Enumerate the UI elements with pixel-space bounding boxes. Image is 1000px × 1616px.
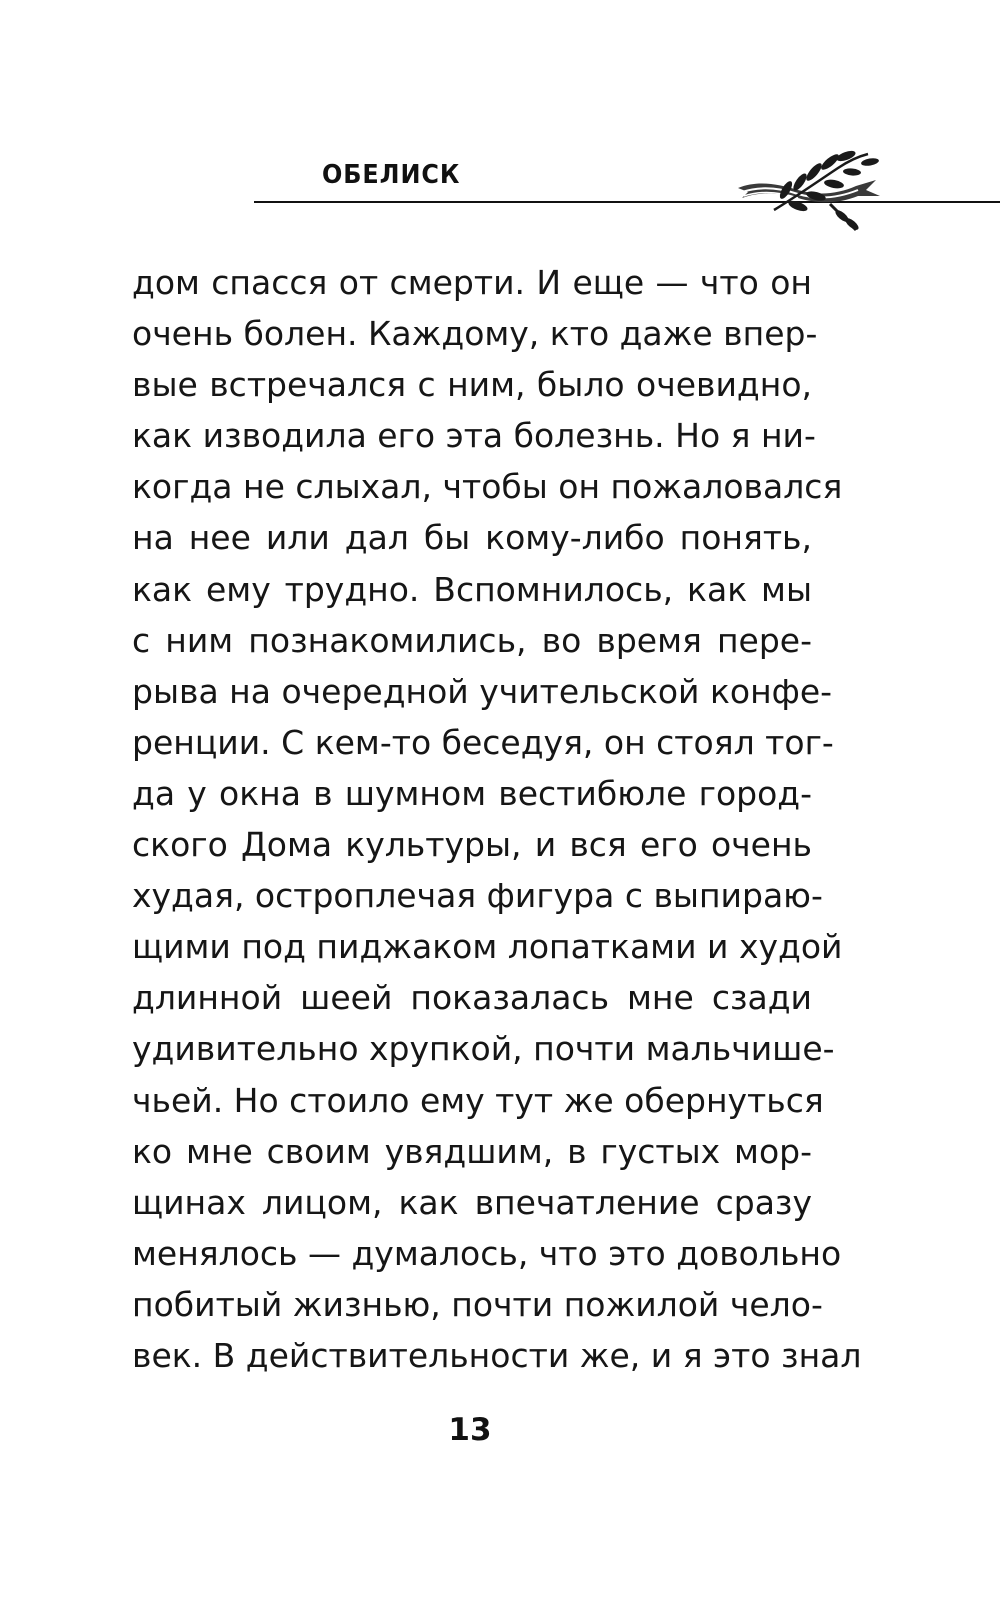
laurel-ribbon-icon [738,150,888,234]
body-line: рыва на очередной учительской конфе- [132,671,833,711]
body-line: вые встречался с ним, было очевидно, [132,365,812,405]
body-line: дом спасся от смерти. И еще — что он [132,263,812,302]
body-line: как ему трудно. Вспомнилось, как мы [132,569,812,609]
body-line: побитый жизнью, почти пожилой чело- [132,1284,823,1324]
page-number: 13 [448,1412,492,1448]
body-line: да у окна в шумном вестибюле город- [132,773,812,813]
body-line: удивительно хрупкой, почти мальчише- [132,1029,835,1069]
body-line: ко мне своим увядшим, в густых мор- [132,1131,812,1171]
header-rule [254,201,1000,203]
running-title: ОБЕЛИСК [322,160,461,190]
body-line: очень болен. Каждому, кто даже впер- [132,314,818,354]
body-line: ренции. С кем-то беседуя, он стоял тог- [132,722,834,762]
body-line: щинах лицом, как впечатление сразу [132,1182,812,1222]
body-line: чьей. Но стоило ему тут же обернуться [132,1080,824,1120]
body-line: с ним познакомились, во время пере- [132,620,812,660]
body-line: как изводила его эта болезнь. Но я ни- [132,416,816,456]
body-line: ского Дома культуры, и вся его очень [132,825,812,865]
body-line: худая, остроплечая фигура с выпираю- [132,876,823,916]
body-line: щими под пиджаком лопатками и худой [132,927,843,967]
body-text [132,257,862,1381]
body-line: на нее или дал бы кому-либо понять, [132,518,812,558]
body-line: век. В действительности же, и я это знал [132,1335,862,1375]
body-line: менялось — думалось, что это довольно [132,1233,842,1273]
body-line: длинной шеей показалась мне сзади [132,978,812,1018]
body-line: когда не слыхал, чтобы он пожаловался [132,467,843,507]
